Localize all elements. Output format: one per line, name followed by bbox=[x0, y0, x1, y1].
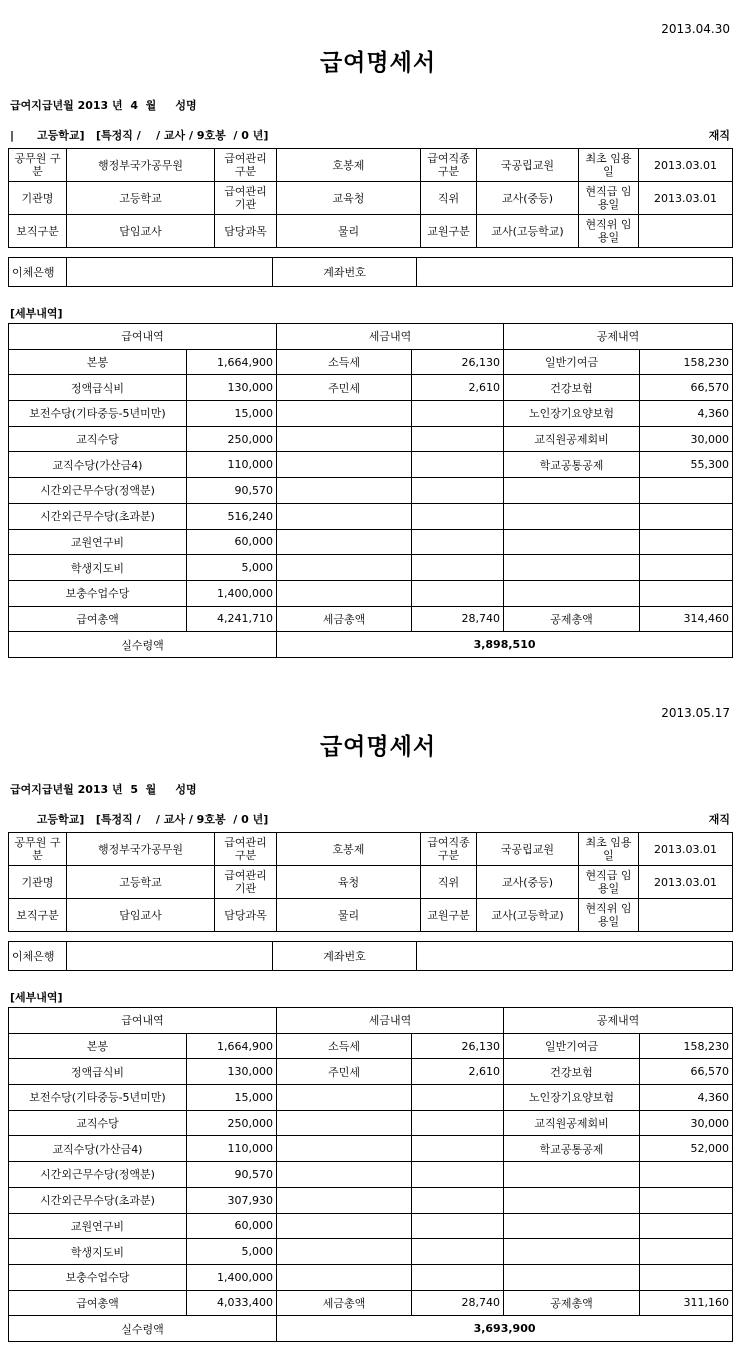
deduct-amount: 4,360 bbox=[640, 1085, 733, 1111]
tax-total-label: 세금총액 bbox=[277, 1290, 412, 1316]
info-value: 고등학교 bbox=[67, 182, 215, 215]
deduct-amount bbox=[640, 580, 733, 606]
deduct-item: 건강보험 bbox=[504, 1059, 640, 1085]
table-row bbox=[9, 1187, 733, 1213]
deduct-amount bbox=[640, 1162, 733, 1188]
pay-item: 교원연구비 bbox=[9, 1213, 187, 1239]
school-position-line: | 고등학교] [특정직 / / 교사 / 9호봉 / 0 년] bbox=[10, 129, 269, 142]
deduct-amount bbox=[640, 1187, 733, 1213]
info-value: 2013.03.01 bbox=[639, 866, 733, 899]
pay-amount: 110,000 bbox=[187, 1136, 277, 1162]
table-row bbox=[9, 529, 733, 555]
info-label: 직위 bbox=[421, 182, 477, 215]
deduct-amount: 66,570 bbox=[640, 1059, 733, 1085]
pay-total-label: 급여총액 bbox=[9, 1290, 187, 1316]
tax-amount: 2,610 bbox=[412, 375, 504, 401]
info-label: 현직급 임용일 bbox=[579, 866, 639, 899]
table-row bbox=[9, 375, 733, 401]
employee-info-table bbox=[8, 832, 733, 932]
pay-item: 시간외근무수당(정액분) bbox=[9, 478, 187, 504]
pay-item: 본봉 bbox=[9, 1033, 187, 1059]
pay-total-label: 급여총액 bbox=[9, 606, 187, 632]
tax-amount bbox=[412, 529, 504, 555]
info-label: 현직급 임용일 bbox=[579, 182, 639, 215]
info-value: 2013.03.01 bbox=[639, 149, 733, 182]
info-value: 고등학교 bbox=[67, 866, 215, 899]
deduct-item bbox=[504, 1239, 640, 1265]
pay-amount: 130,000 bbox=[187, 375, 277, 401]
info-label: 현직위 임용일 bbox=[579, 215, 639, 248]
info-value: 교사(중등) bbox=[477, 182, 579, 215]
tax-item: 소득세 bbox=[277, 349, 412, 375]
employee-info-table bbox=[8, 148, 733, 248]
info-label: 급여관리 기관 bbox=[215, 866, 277, 899]
bank-info-table bbox=[8, 257, 733, 287]
tax-amount: 26,130 bbox=[412, 349, 504, 375]
tax-item bbox=[277, 1162, 412, 1188]
tax-amount: 2,610 bbox=[412, 1059, 504, 1085]
pay-item: 학생지도비 bbox=[9, 1239, 187, 1265]
tax-amount bbox=[412, 1264, 504, 1290]
table-row bbox=[9, 1136, 733, 1162]
deduct-item bbox=[504, 1213, 640, 1239]
pay-amount: 15,000 bbox=[187, 401, 277, 427]
tax-header: 세금내역 bbox=[277, 1008, 504, 1034]
pay-item: 교직수당(가산금4) bbox=[9, 452, 187, 478]
table-row bbox=[9, 478, 733, 504]
deduct-item: 건강보험 bbox=[504, 375, 640, 401]
bank-label: 이체은행 bbox=[9, 942, 67, 971]
pay-amount: 90,570 bbox=[187, 478, 277, 504]
info-label: 보직구분 bbox=[9, 899, 67, 932]
deduct-amount: 30,000 bbox=[640, 1110, 733, 1136]
deduct-amount bbox=[640, 1264, 733, 1290]
info-value: 담임교사 bbox=[67, 899, 215, 932]
deduct-amount: 66,570 bbox=[640, 375, 733, 401]
table-row bbox=[9, 1110, 733, 1136]
info-label: 급여직종 구분 bbox=[421, 833, 477, 866]
info-label: 급여직종 구분 bbox=[421, 149, 477, 182]
pay-item: 정액급식비 bbox=[9, 375, 187, 401]
tax-item bbox=[277, 1136, 412, 1162]
tax-amount bbox=[412, 426, 504, 452]
pay-amount: 5,000 bbox=[187, 555, 277, 581]
pay-amount: 1,400,000 bbox=[187, 580, 277, 606]
detail-table bbox=[8, 1007, 733, 1342]
info-label: 담당과목 bbox=[215, 899, 277, 932]
tax-amount bbox=[412, 580, 504, 606]
account-value bbox=[417, 942, 733, 971]
deduct-item: 학교공통공제 bbox=[504, 1136, 640, 1162]
tax-item bbox=[277, 580, 412, 606]
deduct-item: 교직원공제회비 bbox=[504, 1110, 640, 1136]
pay-item: 학생지도비 bbox=[9, 555, 187, 581]
deduct-header: 공제내역 bbox=[504, 324, 733, 350]
info-value: 국공립교원 bbox=[477, 149, 579, 182]
table-row bbox=[9, 1162, 733, 1188]
pay-period-line: 급여지급년월 2013 년 5 월 성명 bbox=[10, 783, 197, 796]
tax-total: 28,740 bbox=[412, 1290, 504, 1316]
deduct-item: 노인장기요양보험 bbox=[504, 1085, 640, 1111]
statement-date: 2013.04.30 bbox=[661, 22, 730, 36]
account-label: 계좌번호 bbox=[273, 258, 417, 287]
pay-item: 보전수당(기타중등-5년미만) bbox=[9, 401, 187, 427]
pay-total: 4,241,710 bbox=[187, 606, 277, 632]
info-value: 담임교사 bbox=[67, 215, 215, 248]
deduct-item: 일반기여금 bbox=[504, 1033, 640, 1059]
tax-amount bbox=[412, 478, 504, 504]
tax-amount: 26,130 bbox=[412, 1033, 504, 1059]
pay-amount: 130,000 bbox=[187, 1059, 277, 1085]
info-value bbox=[639, 899, 733, 932]
pay-header: 급여내역 bbox=[9, 1008, 277, 1034]
pay-amount: 60,000 bbox=[187, 1213, 277, 1239]
info-value: 물리 bbox=[277, 215, 421, 248]
tax-item bbox=[277, 1213, 412, 1239]
pay-item: 보전수당(기타중등-5년미만) bbox=[9, 1085, 187, 1111]
deduct-item bbox=[504, 1264, 640, 1290]
employment-status: 재직 bbox=[708, 813, 730, 826]
pay-item: 교원연구비 bbox=[9, 529, 187, 555]
tax-amount bbox=[412, 1187, 504, 1213]
pay-amount: 5,000 bbox=[187, 1239, 277, 1265]
info-label: 급여관리 구분 bbox=[215, 149, 277, 182]
deduct-total-label: 공제총액 bbox=[504, 1290, 640, 1316]
tax-item bbox=[277, 401, 412, 427]
detail-section-label: [세부내역] bbox=[10, 991, 63, 1004]
info-label: 담당과목 bbox=[215, 215, 277, 248]
deduct-amount bbox=[640, 478, 733, 504]
table-row bbox=[9, 1085, 733, 1111]
deduct-amount: 30,000 bbox=[640, 426, 733, 452]
info-label: 최초 임용일 bbox=[579, 149, 639, 182]
pay-amount: 516,240 bbox=[187, 503, 277, 529]
info-label: 급여관리 기관 bbox=[215, 182, 277, 215]
table-row bbox=[9, 349, 733, 375]
deduct-total-label: 공제총액 bbox=[504, 606, 640, 632]
tax-item bbox=[277, 1239, 412, 1265]
tax-item bbox=[277, 1110, 412, 1136]
tax-amount bbox=[412, 401, 504, 427]
info-value: 교사(고등학교) bbox=[477, 899, 579, 932]
pay-header: 급여내역 bbox=[9, 324, 277, 350]
tax-item bbox=[277, 529, 412, 555]
tax-item bbox=[277, 1264, 412, 1290]
pay-item: 교직수당(가산금4) bbox=[9, 1136, 187, 1162]
info-value: 교사(중등) bbox=[477, 866, 579, 899]
bank-value bbox=[67, 258, 273, 287]
net-pay-label: 실수령액 bbox=[9, 632, 277, 658]
pay-item: 정액급식비 bbox=[9, 1059, 187, 1085]
info-label: 기관명 bbox=[9, 866, 67, 899]
deduct-amount: 4,360 bbox=[640, 401, 733, 427]
tax-total-label: 세금총액 bbox=[277, 606, 412, 632]
deduct-item bbox=[504, 1162, 640, 1188]
info-label: 교원구분 bbox=[421, 215, 477, 248]
tax-item: 주민세 bbox=[277, 375, 412, 401]
table-row bbox=[9, 401, 733, 427]
pay-item: 보충수업수당 bbox=[9, 580, 187, 606]
info-label: 최초 임용일 bbox=[579, 833, 639, 866]
detail-section-label: [세부내역] bbox=[10, 307, 63, 320]
tax-item bbox=[277, 478, 412, 504]
pay-item: 교직수당 bbox=[9, 1110, 187, 1136]
info-value: 교육청 bbox=[277, 182, 421, 215]
pay-amount: 15,000 bbox=[187, 1085, 277, 1111]
account-label: 계좌번호 bbox=[273, 942, 417, 971]
info-value: 호봉제 bbox=[277, 833, 421, 866]
info-value: 교사(고등학교) bbox=[477, 215, 579, 248]
deduct-total: 314,460 bbox=[640, 606, 733, 632]
pay-period-line: 급여지급년월 2013 년 4 월 성명 bbox=[10, 99, 197, 112]
statement-title: 급여명세서 bbox=[319, 50, 437, 76]
deduct-item bbox=[504, 1187, 640, 1213]
tax-amount bbox=[412, 555, 504, 581]
info-label: 현직위 임용일 bbox=[579, 899, 639, 932]
info-label: 교원구분 bbox=[421, 899, 477, 932]
table-row bbox=[9, 426, 733, 452]
info-value: 육청 bbox=[277, 866, 421, 899]
tax-amount bbox=[412, 1162, 504, 1188]
info-value: 물리 bbox=[277, 899, 421, 932]
info-value: 호봉제 bbox=[277, 149, 421, 182]
deduct-total: 311,160 bbox=[640, 1290, 733, 1316]
pay-amount: 307,930 bbox=[187, 1187, 277, 1213]
deduct-amount: 52,000 bbox=[640, 1136, 733, 1162]
table-row bbox=[9, 1213, 733, 1239]
tax-header: 세금내역 bbox=[277, 324, 504, 350]
tax-amount bbox=[412, 1239, 504, 1265]
tax-item bbox=[277, 503, 412, 529]
deduct-item bbox=[504, 529, 640, 555]
deduct-amount bbox=[640, 555, 733, 581]
table-row bbox=[9, 1059, 733, 1085]
pay-item: 보충수업수당 bbox=[9, 1264, 187, 1290]
pay-amount: 1,664,900 bbox=[187, 349, 277, 375]
tax-total: 28,740 bbox=[412, 606, 504, 632]
table-row bbox=[9, 1239, 733, 1265]
info-value bbox=[639, 215, 733, 248]
table-row bbox=[9, 1264, 733, 1290]
pay-item: 본봉 bbox=[9, 349, 187, 375]
deduct-item bbox=[504, 580, 640, 606]
employment-status: 재직 bbox=[708, 129, 730, 142]
table-row bbox=[9, 555, 733, 581]
info-label: 공무원 구분 bbox=[9, 833, 67, 866]
deduct-item: 노인장기요양보험 bbox=[504, 401, 640, 427]
info-label: 보직구분 bbox=[9, 215, 67, 248]
info-label: 공무원 구분 bbox=[9, 149, 67, 182]
net-pay-value: 3,693,900 bbox=[277, 1316, 733, 1342]
info-value: 2013.03.01 bbox=[639, 833, 733, 866]
tax-item bbox=[277, 1187, 412, 1213]
pay-amount: 90,570 bbox=[187, 1162, 277, 1188]
pay-amount: 60,000 bbox=[187, 529, 277, 555]
deduct-item: 일반기여금 bbox=[504, 349, 640, 375]
deduct-amount bbox=[640, 529, 733, 555]
pay-amount: 250,000 bbox=[187, 426, 277, 452]
deduct-header: 공제내역 bbox=[504, 1008, 733, 1034]
tax-amount bbox=[412, 503, 504, 529]
statement-date: 2013.05.17 bbox=[661, 706, 730, 720]
pay-statement bbox=[0, 0, 756, 680]
pay-item: 시간외근무수당(초과분) bbox=[9, 1187, 187, 1213]
deduct-item: 교직원공제회비 bbox=[504, 426, 640, 452]
deduct-amount: 158,230 bbox=[640, 349, 733, 375]
pay-amount: 110,000 bbox=[187, 452, 277, 478]
table-row bbox=[9, 452, 733, 478]
pay-statement bbox=[0, 684, 756, 1364]
deduct-item bbox=[504, 503, 640, 529]
tax-amount bbox=[412, 1136, 504, 1162]
tax-item bbox=[277, 1085, 412, 1111]
pay-item: 교직수당 bbox=[9, 426, 187, 452]
tax-item: 소득세 bbox=[277, 1033, 412, 1059]
tax-item bbox=[277, 452, 412, 478]
detail-table bbox=[8, 323, 733, 658]
deduct-amount bbox=[640, 503, 733, 529]
deduct-amount: 55,300 bbox=[640, 452, 733, 478]
info-label: 급여관리 구분 bbox=[215, 833, 277, 866]
tax-amount bbox=[412, 1110, 504, 1136]
table-row bbox=[9, 580, 733, 606]
deduct-item: 학교공통공제 bbox=[504, 452, 640, 478]
table-row bbox=[9, 1033, 733, 1059]
net-pay-value: 3,898,510 bbox=[277, 632, 733, 658]
info-value: 행정부국가공무원 bbox=[67, 149, 215, 182]
deduct-amount bbox=[640, 1213, 733, 1239]
tax-amount bbox=[412, 452, 504, 478]
deduct-amount bbox=[640, 1239, 733, 1265]
school-position-line: 고등학교] [특정직 / / 교사 / 9호봉 / 0 년] bbox=[10, 813, 269, 826]
bank-label: 이체은행 bbox=[9, 258, 67, 287]
statement-title: 급여명세서 bbox=[319, 734, 437, 760]
tax-item bbox=[277, 555, 412, 581]
net-pay-label: 실수령액 bbox=[9, 1316, 277, 1342]
pay-total: 4,033,400 bbox=[187, 1290, 277, 1316]
tax-item: 주민세 bbox=[277, 1059, 412, 1085]
info-label: 직위 bbox=[421, 866, 477, 899]
info-label: 기관명 bbox=[9, 182, 67, 215]
info-value: 국공립교원 bbox=[477, 833, 579, 866]
deduct-amount: 158,230 bbox=[640, 1033, 733, 1059]
account-value bbox=[417, 258, 733, 287]
pay-amount: 1,400,000 bbox=[187, 1264, 277, 1290]
info-value: 행정부국가공무원 bbox=[67, 833, 215, 866]
info-value: 2013.03.01 bbox=[639, 182, 733, 215]
tax-item bbox=[277, 426, 412, 452]
pay-item: 시간외근무수당(정액분) bbox=[9, 1162, 187, 1188]
pay-item: 시간외근무수당(초과분) bbox=[9, 503, 187, 529]
tax-amount bbox=[412, 1213, 504, 1239]
deduct-item bbox=[504, 555, 640, 581]
tax-amount bbox=[412, 1085, 504, 1111]
pay-amount: 1,664,900 bbox=[187, 1033, 277, 1059]
pay-amount: 250,000 bbox=[187, 1110, 277, 1136]
bank-value bbox=[67, 942, 273, 971]
bank-info-table bbox=[8, 941, 733, 971]
table-row bbox=[9, 503, 733, 529]
deduct-item bbox=[504, 478, 640, 504]
